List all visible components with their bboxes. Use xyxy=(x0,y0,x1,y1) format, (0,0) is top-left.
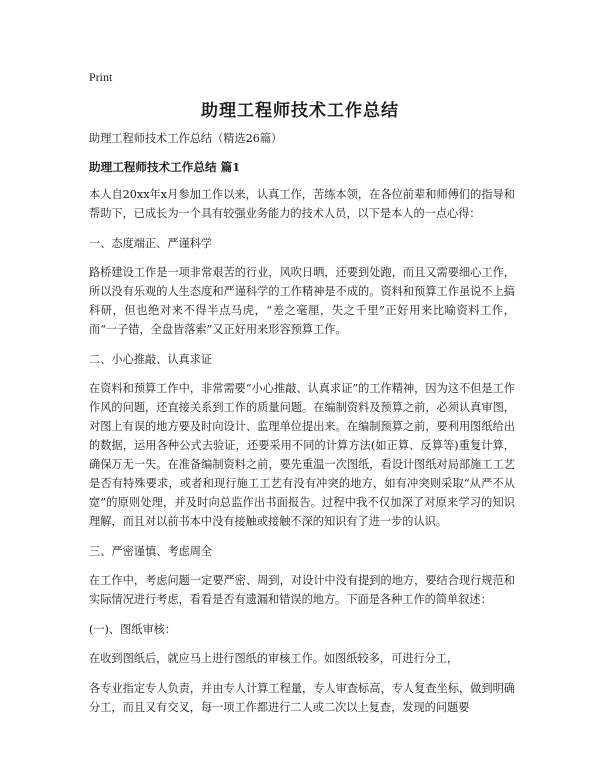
paragraph-section-2: 在资料和预算工作中，非常需要“小心推敲、认真求证”的工作精神，因为这不但是工作作风的问题，还直接关系到工作的质量问题。在编制资料及预算之前，必须认真审图，对图上有误的地方要及时向设计、监理单位提出来。在编制预算之前，要利用图纸给出的数据，运用各种公式去验证，还要采用不同的计算方法(如正算、反算等)重复计算，确保万无一失。在准备编制资料之前，要先重温一次图纸，看设计图纸对局部施工工艺是否有特殊要求，或者和现行施工工艺有没有冲突的地方，如有冲突则采取“从严不从宽”的原则处理，并及时向总监作出书面报告。过程中我不仅加深了对原来学习的知识理解，而且对以前书本中没有接触或接触不深的知识有了进一步的认识。 xyxy=(89,382,515,528)
paragraph-section-3: 在工作中，考虑问题一定要严密、周到，对设计中没有提到的地方，要结合现行规范和实际情况进行考虑，看看是否有遗漏和错误的地方。下面是各种工作的简单叙述： xyxy=(89,574,515,606)
document-subtitle: 助理工程师技术工作总结（精选26篇） xyxy=(89,132,283,145)
chapter-title: 助理工程师技术工作总结 篇1 xyxy=(89,160,241,174)
subsection-heading-1: (一)、图纸审核： xyxy=(89,623,177,636)
section-heading-3: 三、严密谨慎、考虑周全 xyxy=(89,545,213,558)
document-body xyxy=(89,129,515,728)
print-link[interactable]: Print xyxy=(89,70,113,84)
paragraph-subsection-1b: 各专业指定专人负责，并由专人计算工程量，专人审查标高，专人复查坐标，做到明确分工，而且又有交叉，每一项工作都进行二人或二次以上复查，发现的问题要 xyxy=(89,682,515,714)
section-heading-1: 一、态度端正、严谨科学 xyxy=(89,237,213,250)
paragraph-subsection-1a: 在收到图纸后，就应马上进行图纸的审核工作。如图纸较多，可进行分工， xyxy=(89,652,459,665)
paragraph-intro: 本人自20xx年x月参加工作以来，认真工作，苦练本领，在各位前辈和师傅们的指导和帮助下，已成长为一个具有较强业务能力的技术人员，以下是本人的一点心得： xyxy=(89,188,515,220)
section-heading-2: 二、小心推敲、认真求证 xyxy=(89,353,213,366)
paragraph-section-1: 路桥建设工作是一项非常艰苦的行业，风吹日晒，还要到处跑，而且又需要细心工作，所以没有乐观的人生态度和严谨科学的工作精神是不成的。资料和预算工作虽说不上搞科研，但也绝对来不得半点马虎，“差之毫厘，失之千里”正好用来比喻资料工作，而“一子错，全盘皆落索”又正好用来形容预算工作。 xyxy=(89,266,515,336)
document-title: 助理工程师技术工作总结 xyxy=(201,101,399,121)
